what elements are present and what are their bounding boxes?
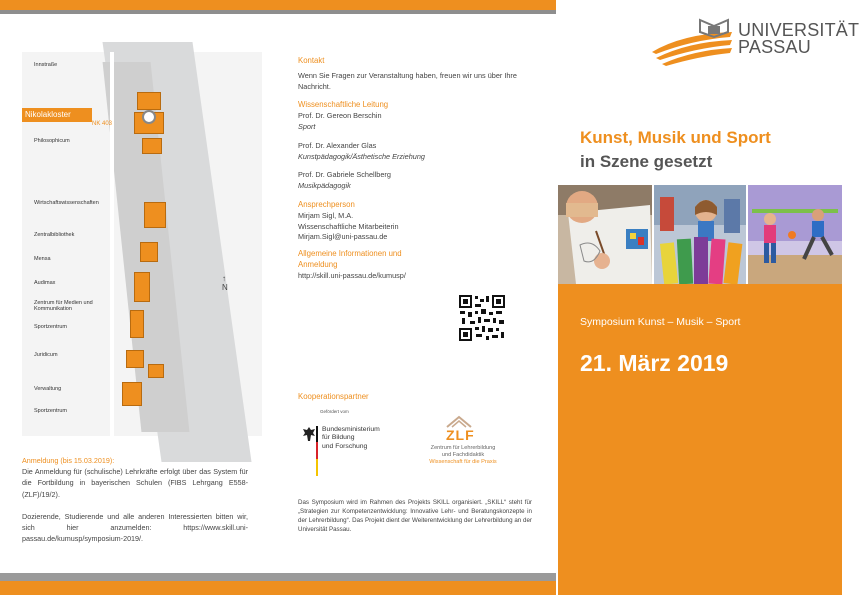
north-arrow: ↑ N xyxy=(222,274,228,292)
map-label: Sportzentrum xyxy=(34,408,68,414)
map-label: Verwaltung xyxy=(34,386,62,392)
partners-section xyxy=(298,392,532,403)
building xyxy=(140,242,158,262)
science-heading: Wissenschaftliche Leitung xyxy=(298,100,389,110)
contact-email-link[interactable]: Mirjam.Sigl@uni-passau.de xyxy=(298,232,388,242)
bmbf-name-line: Bundesministerium xyxy=(322,426,380,433)
map-label: Innstraße xyxy=(34,62,58,68)
art-photo xyxy=(558,185,652,284)
info-url-link[interactable]: http://skill.uni-passau.de/kumusp/ xyxy=(298,270,406,280)
map-label: Zentralbibliothek xyxy=(34,232,75,238)
contact-section xyxy=(298,56,532,282)
photo-strip xyxy=(558,185,842,284)
university-name-line1: UNIVERSITÄT xyxy=(738,20,859,40)
person-field: Sport xyxy=(298,121,316,131)
nikolakloster-code: NK 403 xyxy=(92,121,113,127)
person-name: Prof. Dr. Alexander Glas xyxy=(298,140,377,150)
person-field: Musikpädagogik xyxy=(298,181,351,191)
top-accent-bar xyxy=(0,0,556,10)
person-name: Prof. Dr. Gabriele Schellberg xyxy=(298,170,391,180)
zlf-slogan: Wissenschaft für die Praxis xyxy=(429,459,497,465)
contact-name: Mirjam Sigl, M.A. xyxy=(298,210,354,220)
music-photo xyxy=(654,185,746,284)
contact-role: Wissenschaftliche Mitarbeiterin xyxy=(298,221,399,231)
bmbf-logo xyxy=(300,409,400,476)
building xyxy=(122,382,142,406)
building xyxy=(142,138,162,154)
map-label: Mensa xyxy=(34,256,51,262)
building xyxy=(134,272,150,302)
university-name xyxy=(738,22,859,56)
building xyxy=(130,310,144,338)
road xyxy=(110,52,114,436)
map-label: Zentrum für Medien und Kommunikation xyxy=(34,300,93,312)
zlf-logo xyxy=(418,416,538,476)
zlf-line: und Fachdidaktik xyxy=(441,452,485,458)
zlf-line: Zentrum für Lehrerbildung xyxy=(430,445,496,451)
location-marker-icon xyxy=(142,110,156,124)
bmbf-name-line: und Forschung xyxy=(322,442,368,450)
person-field: Kunstpädagogik/Ästhetische Erziehung xyxy=(298,151,425,161)
contact-person-heading: Ansprechperson xyxy=(298,199,355,209)
building xyxy=(144,202,166,228)
flag-stripe xyxy=(316,426,318,476)
bottom-accent-bar xyxy=(0,581,556,595)
contact-heading: Kontakt xyxy=(298,56,325,65)
event-title-line1: Kunst, Musik und Sport xyxy=(580,128,771,147)
bmbf-name-line: für Bildung xyxy=(322,434,355,442)
map-label: Philosophicum xyxy=(34,138,70,144)
registration-text-others: Dozierende, Studierende und alle anderen Interessierten bitten wir, sich hier anzumelden: https://www.skill.uni-passau.de/kumusp/symposium-2019/. xyxy=(22,511,248,544)
registration-text-teachers: Die Anmeldung für (schulische) Lehrkräfte erfolgt über das System für die Fortbildung in bayerischen Schulen (FIBS Lehrgang E558-(ZLF)/19/2). xyxy=(22,467,248,499)
building xyxy=(148,364,164,378)
map-label: Audimax xyxy=(34,280,56,286)
info-heading: Allgemeine Informationen und Anmeldung xyxy=(298,249,402,269)
registration-heading: Anmeldung (bis 15.03.2019): xyxy=(22,456,115,465)
building xyxy=(137,92,161,110)
map-label: Wirtschaftswissenschaften xyxy=(34,200,99,206)
contact-text: Wenn Sie Fragen zur Veranstaltung haben, freuen wir uns über Ihre Nachricht. xyxy=(298,70,517,91)
sport-photo xyxy=(748,185,842,284)
eagle-icon xyxy=(302,426,316,442)
map-label: Sportzentrum xyxy=(34,324,68,330)
person-name: Prof. Dr. Gereon Berschin xyxy=(298,111,382,121)
registration-section xyxy=(22,455,248,544)
university-name-line2: PASSAU xyxy=(738,37,811,57)
nikolakloster-label: Nikolakloster xyxy=(22,108,92,122)
partners-heading: Kooperationspartner xyxy=(298,392,369,401)
event-date: 21. März 2019 xyxy=(580,350,729,376)
cover-orange-panel xyxy=(558,284,842,595)
qr-code-icon[interactable] xyxy=(458,294,506,342)
event-subtitle: Symposium Kunst – Musik – Sport xyxy=(580,316,741,328)
map-label: Juridicum xyxy=(34,352,58,358)
bottom-grey-bar xyxy=(0,573,556,581)
building xyxy=(126,350,144,368)
top-grey-bar xyxy=(0,10,556,14)
skill-footnote: Das Symposium wird im Rahmen des Projekts SKILL organisiert. „SKILL“ steht für „Strategien zur Kompetenzentwicklung: Innovative Lehr- und Beratungskonzepte in der Lehrerbildung“. Das Projekt dient der Weiterentwicklung der Lehrerbildung an der Universität Passau. xyxy=(298,499,532,533)
zlf-title: ZLF xyxy=(446,427,475,443)
event-title-line2: in Szene gesetzt xyxy=(580,152,713,171)
bmbf-funded-by: Gefördert vom xyxy=(320,409,349,414)
